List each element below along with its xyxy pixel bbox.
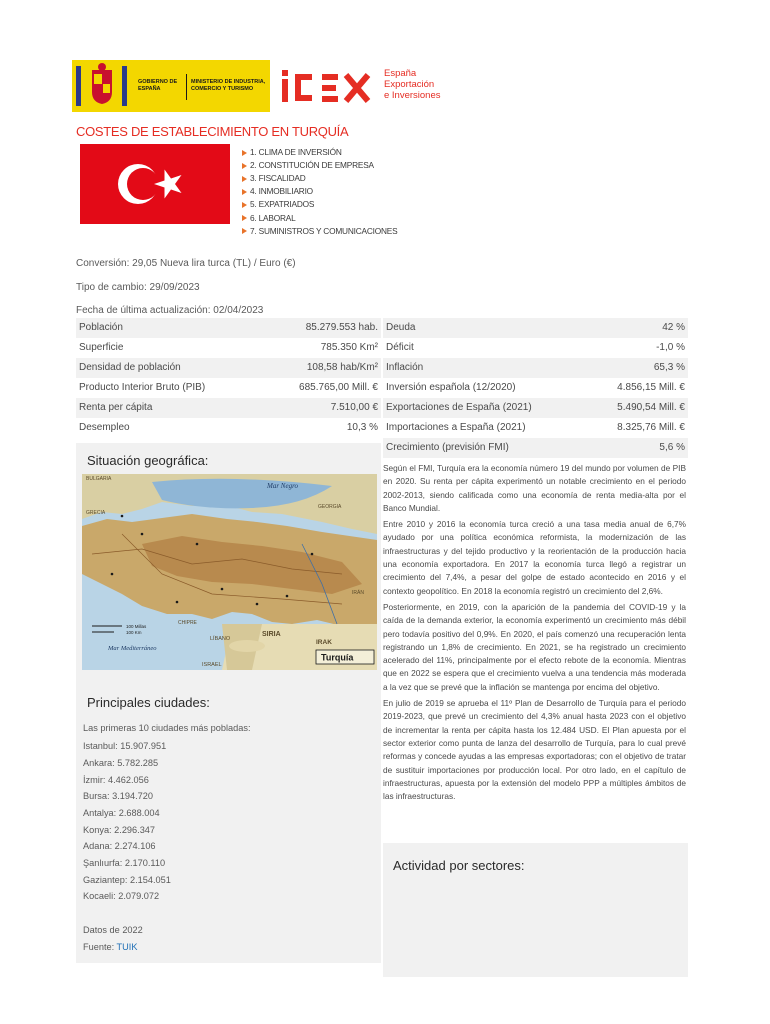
map-label-grecia: GRECIA xyxy=(86,510,106,516)
indicator-row-densidad xyxy=(76,358,381,378)
arrow-right-icon xyxy=(242,215,247,221)
map-label-iran: IRÁN xyxy=(352,590,364,596)
city-item: Konya: 2.296.347 xyxy=(83,825,156,835)
city-item: Kocaeli: 2.079.072 xyxy=(83,891,160,901)
menu-item-label: 3. FISCALIDAD xyxy=(250,173,306,184)
indicator-row-desempleo xyxy=(76,418,381,438)
indicator-label: Desempleo xyxy=(79,422,130,433)
indicator-value: 5,6 % xyxy=(659,442,685,453)
economia-paragraph: Posteriormente, en 2019, con la aparición de la pandemia del COVID-19 y la caída de la demanda exterior, la economía experimentó un crecimiento más débil pero todavía positivo del 0,9%. En 2020, el país comenzó una recuperación lenta registrando un 1,8% de crecimiento. En 2021, se ha registrado un crecimiento acelerado del 11%, principalmente por el efecto rebote de la economía. Mientras que en 2022 se espera que el crecimiento vuelva a una tendencia más moderada a la vez que se prevé que la inflación se mantenga por encima del objetivo. xyxy=(383,601,686,692)
gobierno-text: GOBIERNO DE ESPAÑA xyxy=(138,79,178,92)
ministerio-text: MINISTERIO DE INDUSTRIA, COMERCIO Y TURISMO xyxy=(191,79,266,92)
indicator-row-deficit xyxy=(383,338,688,358)
menu-item-label: 6. LABORAL xyxy=(250,212,296,223)
ciudades-heading: Principales ciudades: xyxy=(87,695,210,710)
city-item: Ankara: 5.782.285 xyxy=(83,758,159,768)
city-item: Antalya: 2.688.004 xyxy=(83,808,160,818)
city-item: Istanbul: 15.907.951 xyxy=(83,741,167,751)
indicator-label: Importaciones a España (2021) xyxy=(386,422,526,433)
menu-item-constitucion[interactable] xyxy=(242,159,397,172)
exchange-date-text: Tipo de cambio: 29/09/2023 xyxy=(76,282,200,293)
indicator-label: Inflación xyxy=(386,362,424,373)
map-label-irak: IRAK xyxy=(316,639,332,646)
city-item: İzmir: 4.462.056 xyxy=(83,775,149,785)
arrow-right-icon xyxy=(242,189,247,195)
map-title: Turquía xyxy=(321,652,354,663)
indicator-label: Población xyxy=(79,322,123,333)
arrow-right-icon xyxy=(242,150,247,156)
indicator-row-poblacion xyxy=(76,318,381,338)
map-scale-mi: 100 Millas xyxy=(126,624,147,629)
update-date-text: Fecha de última actualización: 02/04/2023 xyxy=(76,305,264,316)
map-scale-km: 100 Km xyxy=(126,630,142,635)
indicator-label: Densidad de población xyxy=(79,362,181,373)
indicator-row-crecimiento xyxy=(383,438,688,458)
indicator-value: -1,0 % xyxy=(656,342,685,353)
indicator-value: 4.856,15 Mill. € xyxy=(617,382,685,393)
indicator-row-superficie xyxy=(76,338,381,358)
indicator-label: Crecimiento (previsión FMI) xyxy=(386,442,509,453)
indicator-value: 785.350 Km² xyxy=(320,342,378,353)
economia-text xyxy=(383,462,686,806)
indicator-label: Deuda xyxy=(386,322,416,333)
indicator-value: 108,58 hab/Km² xyxy=(306,362,378,373)
fuente-text xyxy=(83,942,137,952)
section-menu xyxy=(242,146,397,238)
indicator-row-deuda xyxy=(383,318,688,338)
indicator-label: Déficit xyxy=(386,342,414,353)
indicator-label: Inversión española (12/2020) xyxy=(386,382,516,393)
indicator-label: Renta per cápita xyxy=(79,402,153,413)
arrow-right-icon xyxy=(242,163,247,169)
tuik-link[interactable]: TUIK xyxy=(116,942,138,952)
city-item: Adana: 2.274.106 xyxy=(83,841,156,851)
actividad-heading: Actividad por sectores: xyxy=(393,858,525,873)
economia-paragraph: En julio de 2019 se aprueba el 11º Plan de Desarrollo de Turquía para el periodo 2019-2023, que prevé un crecimiento del 4,3% anual hasta 2023 con el objetivo de incrementar la renta per cápita hasta los 12.484 USD. El Plan apuesta por el sector exterior como punta de lanza del desarrollo de Turquía, para lo cual prevé reformas y concede ayudas a las empresas exportadoras; con el objetivo de tratar de sustituir importaciones por producción local. Por otro lado, en el capítulo de infraestructuras, apuesta por la extensión del modelo PPP a múltiples ámbitos de las infraestructuras. xyxy=(383,698,686,802)
turkey-flag-icon xyxy=(80,144,230,224)
indicator-label: Producto Interior Bruto (PIB) xyxy=(79,382,206,393)
indicator-value: 8.325,76 Mill. € xyxy=(617,422,685,433)
menu-item-label: 7. SUMINISTROS Y COMUNICACIONES xyxy=(250,225,398,236)
economia-paragraph: Entre 2010 y 2016 la economía turca creció a una tasa media anual de 6,7% ayudado por una política económica reformista, la modernización de las infraestructuras y del tejido productivo y la reorientación de la producción hacia una economía exportadora. En 2017 la economía turca llegó a registrar un crecimiento del 7,4%, a pesar del golpe de estado acontecido en 2016 y el contexto geopolítico. En 2018 la economía registró un crecimiento del 2,6%. xyxy=(383,519,686,596)
indicator-value: 42 % xyxy=(662,322,685,333)
menu-item-label: 1. CLIMA DE INVERSIÓN xyxy=(250,147,342,158)
indicator-row-renta xyxy=(76,398,381,418)
situacion-heading: Situación geográfica: xyxy=(87,453,209,468)
indicator-row-pib xyxy=(76,378,381,398)
map-label-bulgaria: BULGARIA xyxy=(86,476,112,482)
turkey-map xyxy=(82,474,377,670)
map-label-israel: ISRAEL xyxy=(202,662,222,668)
ciudades-intro: Las primeras 10 ciudades más pobladas: xyxy=(83,723,251,733)
economia-paragraph: Según el FMI, Turquía era la economía número 19 del mundo por volumen de PIB en 2020. Su renta per cápita experimentó un notable crecimiento en el periodo 2002-2013, siendo calificada como una economía de renta media-alta por el Banco Mundial. xyxy=(383,463,686,513)
map-label-chipre: CHIPRE xyxy=(178,620,197,626)
map-label-mar-negro: Mar Negro xyxy=(267,482,299,490)
indicator-row-inversion xyxy=(383,378,688,398)
indicator-value: 85.279.553 hab. xyxy=(305,322,378,333)
conversion-text: Conversión: 29,05 Nueva lira turca (TL) / Euro (€) xyxy=(76,258,296,269)
menu-item-clima[interactable] xyxy=(242,146,397,159)
header-separator xyxy=(186,74,187,100)
fuente-label: Fuente: xyxy=(83,942,117,952)
map-label-mediterraneo: Mar Mediterráneo xyxy=(108,645,157,652)
menu-item-suministros[interactable] xyxy=(242,225,397,238)
menu-item-label: 5. EXPATRIADOS xyxy=(250,199,315,210)
icex-tagline xyxy=(384,68,441,101)
indicator-label: Superficie xyxy=(79,342,124,353)
indicator-value: 5.490,54 Mill. € xyxy=(617,402,685,413)
city-item: Gaziantep: 2.154.051 xyxy=(83,875,171,885)
indicator-value: 65,3 % xyxy=(653,362,685,373)
indicator-value: 7.510,00 € xyxy=(330,402,378,413)
page-title: COSTES DE ESTABLECIMIENTO EN TURQUÍA xyxy=(76,124,349,139)
indicator-value: 685.765,00 Mill. € xyxy=(299,382,378,393)
city-item: Şanlıurfa: 2.170.110 xyxy=(83,858,166,868)
gobierno-logo xyxy=(72,60,270,112)
spain-crest-icon xyxy=(72,60,132,112)
menu-item-laboral[interactable] xyxy=(242,211,397,224)
icex-tagline-line: e Inversiones xyxy=(384,90,441,101)
arrow-right-icon xyxy=(242,228,247,234)
icex-tagline-line: España xyxy=(384,68,417,79)
indicator-row-importaciones xyxy=(383,418,688,438)
map-label-libano: LÍBANO xyxy=(210,636,231,642)
indicator-value: 10,3 % xyxy=(346,422,378,433)
map-label-siria: SIRIA xyxy=(262,631,281,638)
icex-tagline-line: Exportación xyxy=(384,79,435,90)
indicator-row-inflacion xyxy=(383,358,688,378)
city-item: Bursa: 3.194.720 xyxy=(83,791,153,801)
map-label-georgia: GEORGIA xyxy=(318,504,342,510)
menu-item-label: 4. INMOBILIARIO xyxy=(250,186,313,197)
menu-item-expatriados[interactable] xyxy=(242,198,397,211)
arrow-right-icon xyxy=(242,202,247,208)
indicator-row-exportaciones xyxy=(383,398,688,418)
arrow-right-icon xyxy=(242,176,247,182)
menu-item-label: 2. CONSTITUCIÓN DE EMPRESA xyxy=(250,160,374,171)
indicator-label: Exportaciones de España (2021) xyxy=(386,402,532,413)
menu-item-inmobiliario[interactable] xyxy=(242,185,397,198)
icex-logo xyxy=(280,68,376,110)
datos-year-text: Datos de 2022 xyxy=(83,925,143,935)
menu-item-fiscalidad[interactable] xyxy=(242,172,397,185)
